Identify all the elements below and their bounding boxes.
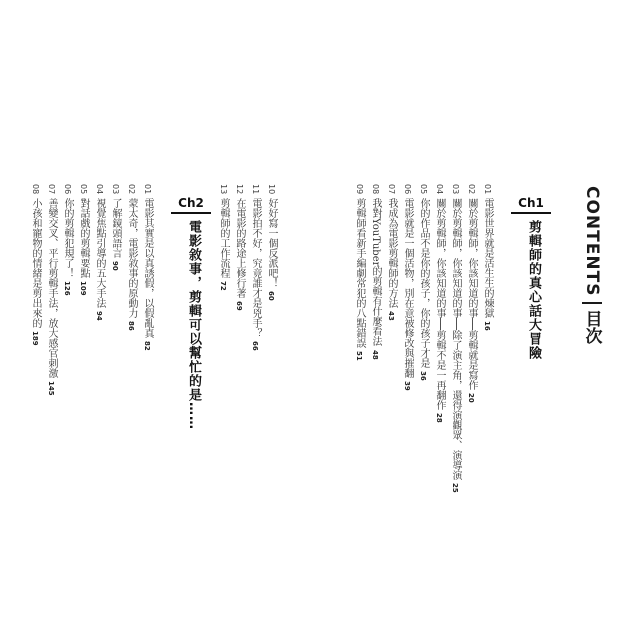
entry-page: 66 (251, 341, 259, 351)
entry-page: 82 (143, 341, 151, 351)
toc-entry[interactable] (449, 184, 461, 493)
heading-english: CONTENTS (582, 186, 602, 297)
entry-number: 04 (95, 184, 104, 195)
entry-title: 視覺焦點引導的五大手法 (94, 198, 105, 309)
entry-number: 08 (31, 184, 40, 195)
entry-title: 對話戲的剪輯要點 (78, 198, 89, 279)
toc-entry[interactable] (481, 184, 493, 331)
toc-entry[interactable] (93, 184, 105, 321)
toc-entry[interactable] (369, 184, 381, 359)
entry-title: 你的剪輯犯規了！ (62, 198, 73, 279)
entry-title: 關於剪輯師，你該知道的事──剪輯不是一再翻作 (434, 198, 445, 411)
toc-entry[interactable] (125, 184, 137, 331)
toc-entry[interactable] (353, 184, 365, 361)
entry-title: 剪輯師看新手編劇常犯的八點錯誤 (354, 198, 365, 349)
entry-page: 48 (371, 349, 379, 360)
entry-page: 126 (63, 281, 71, 296)
entry-number: 03 (451, 184, 460, 195)
toc-entry[interactable] (433, 184, 445, 423)
entry-number: 03 (111, 184, 120, 195)
entry-number: 05 (419, 184, 428, 195)
toc-entry[interactable] (109, 184, 121, 271)
entry-page: 16 (483, 321, 491, 331)
toc-heading (578, 186, 606, 344)
chapter-1-title: 剪輯師的真心話大冒險 (526, 220, 541, 360)
chapter-2-rule (171, 212, 211, 214)
entry-number: 01 (483, 184, 492, 195)
entry-number: 12 (235, 184, 244, 195)
entry-title: 小孩和寵物的情緒是剪出來的 (30, 198, 41, 329)
toc-entry[interactable] (265, 184, 277, 301)
entry-title: 了解鏡頭語言 (110, 198, 121, 259)
entry-title: 電影世界就是活生生的煉獄 (482, 198, 493, 319)
entry-number: 05 (79, 184, 88, 195)
toc-entry[interactable] (249, 184, 261, 351)
entry-page: 69 (235, 301, 243, 311)
toc-entry[interactable] (29, 184, 41, 346)
entry-page: 72 (219, 281, 227, 291)
toc-entry[interactable] (385, 184, 397, 321)
toc-entry[interactable] (465, 184, 477, 403)
entry-title: 蒙太奇，電影敘事的原動力 (126, 198, 137, 319)
chapter-1-rule (511, 212, 551, 214)
entry-page: 25 (451, 483, 459, 493)
entry-page: 39 (403, 381, 411, 391)
entry-number: 01 (143, 184, 152, 195)
entry-title: 電影拍不好，究竟誰才是兇手？ (250, 198, 261, 339)
entry-title: 我成為電影剪輯師的方法 (386, 198, 397, 309)
entry-number: 09 (355, 184, 364, 195)
entry-page: 94 (95, 311, 103, 321)
entry-title: 剪輯師的工作流程 (218, 198, 229, 279)
entry-page: 60 (267, 291, 275, 301)
entry-title: 電影就是一個活物，別在意被修改與摧翻 (402, 198, 413, 379)
entry-number: 11 (251, 184, 260, 195)
entry-title: 善變交叉、平行剪輯手法，放大感官刺激 (46, 198, 57, 379)
entry-page: 28 (435, 413, 443, 423)
entry-page: 109 (79, 281, 87, 296)
entry-number: 04 (435, 184, 444, 195)
chapter-2-label: Ch2 (178, 196, 204, 210)
entry-title: 關於剪輯師，你該知道的事──剪輯就是寫作 (466, 198, 477, 391)
entry-title: 電影其實是以真誘假，以假亂真 (142, 198, 153, 339)
entry-page: 90 (111, 261, 119, 271)
chapter-1-label: Ch1 (518, 196, 544, 210)
entry-number: 07 (47, 184, 56, 195)
entry-page: 36 (419, 371, 427, 381)
entry-title: 我對YouTuber的剪輯有什麼看法 (370, 198, 381, 347)
toc-entry[interactable] (401, 184, 413, 391)
entry-title: 好好寫一個反派吧！ (266, 198, 277, 289)
entry-page: 86 (127, 321, 135, 331)
heading-separator (582, 302, 602, 304)
toc-entry[interactable] (77, 184, 89, 296)
entry-page: 20 (467, 393, 475, 403)
toc-entry[interactable] (217, 184, 229, 291)
entry-title: 在電影的路途上修行著 (234, 198, 245, 299)
entry-number: 13 (219, 184, 228, 195)
entry-title: 關於剪輯師，你該知道的事──除了演主角，還得演觀眾、演導演 (450, 198, 461, 481)
entry-page: 189 (31, 331, 39, 346)
entry-number: 10 (267, 184, 276, 195)
entry-number: 06 (403, 184, 412, 195)
heading-chinese: 目次 (581, 310, 602, 345)
entry-page: 145 (47, 381, 55, 396)
entry-page: 43 (387, 311, 395, 321)
entry-page: 51 (355, 351, 363, 361)
toc-entry[interactable] (141, 184, 153, 351)
entry-number: 07 (387, 184, 396, 195)
toc-entry[interactable] (417, 184, 429, 381)
toc-entry[interactable] (45, 184, 57, 396)
chapter-2-title: 電影敘事，剪輯可以幫忙的是…… (186, 220, 201, 430)
entry-number: 08 (371, 184, 380, 195)
entry-number: 06 (63, 184, 72, 195)
toc-entry[interactable] (233, 184, 245, 311)
entry-number: 02 (467, 184, 476, 195)
entry-title: 你的作品不是你的孩子，你的孩子才是 (418, 198, 429, 369)
entry-number: 02 (127, 184, 136, 195)
toc-entry[interactable] (61, 184, 73, 296)
